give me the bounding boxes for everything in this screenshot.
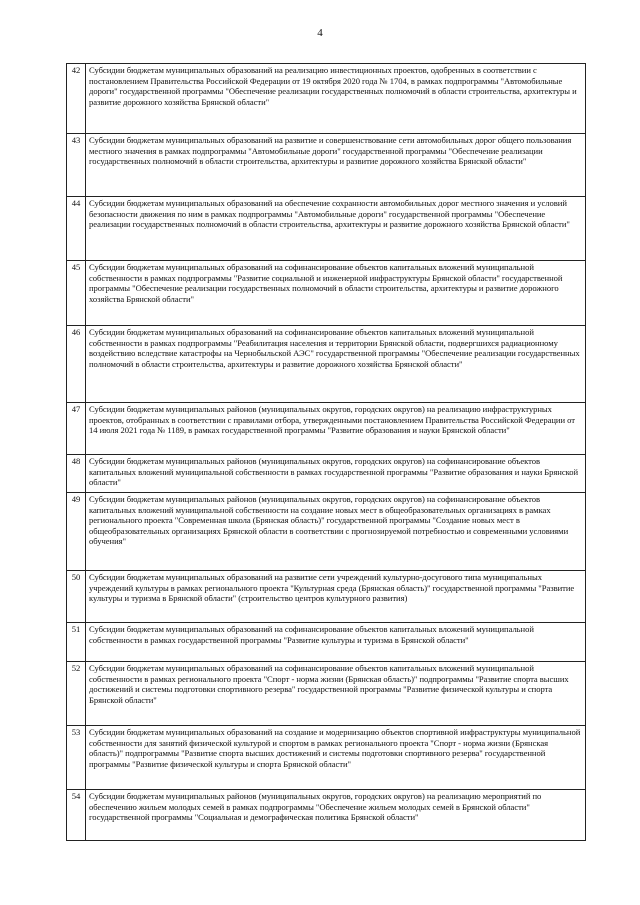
row-description: Субсидии бюджетам муниципальных районов (муниципальных округов, городских округов) на реализацию мероприятий по обеспечению жильем молодых семей в рамках подпрограммы "Обеспечение жильем молодых семей в Брянской области" государственной программы "Социальная и демографическая политика Брянской области" [86,790,586,841]
page-number: 4 [317,27,323,39]
table-row [67,790,586,841]
table-row [67,403,586,455]
table-row [67,261,586,326]
table-row [67,197,586,261]
table-row [67,64,586,134]
row-number: 48 [67,455,86,493]
row-number: 45 [67,261,86,326]
row-description: Субсидии бюджетам муниципальных образований на софинансирование объектов капитальных вложений муниципальной собственности в рамках регионального проекта "Спорт - норма жизни (Брянская область)" подпрограммы "Развитие спорта высших достижений и системы подготовки спортивного резерва" государственной программы "Развитие физической культуры и спорта Брянской области" [86,662,586,726]
row-description: Субсидии бюджетам муниципальных образований на развитие сети учреждений культурно-досугового типа муниципальных учреждений культуры в рамках регионального проекта "Культурная среда (Брянская область)" государственной программы "Развитие культуры и туризма в Брянской области" (строительство центров культурного развития) [86,571,586,623]
row-description: Субсидии бюджетам муниципальных районов (муниципальных округов, городских округов) на софинансирование объектов капитальных вложений муниципальной собственности в рамках государственной программы "Развитие образования и науки Брянской области" [86,455,586,493]
row-description: Субсидии бюджетам муниципальных образований на софинансирование объектов капитальных вложений муниципальной собственности в рамках подпрограммы "Реабилитация населения и территории Брянской области, подвергшихся радиационному воздействию вследствие катастрофы на Чернобыльской АЭС" государственной программы "Обеспечение реализации государственных полномочий в области строительства, архитектуры и развитие дорожного хозяйства Брянской области" [86,326,586,403]
row-number: 51 [67,623,86,662]
row-description: Субсидии бюджетам муниципальных районов (муниципальных округов, городских округов) на софинансирование объектов капитальных вложений муниципальной собственности на создание новых мест в общеобразовательных организациях в рамках регионального проекта "Современная школа (Брянская область)" государственной программы "Создание новых мест в общеобразовательных организациях Брянской области в соответствии с прогнозируемой потребностью и современными условиями обучения" [86,493,586,571]
row-number: 52 [67,662,86,726]
table-row [67,662,586,726]
row-description: Субсидии бюджетам муниципальных образований на создание и модернизацию объектов спортивной инфраструктуры муниципальной собственности для занятий физической культурой и спортом в рамках регионального проекта "Спорт - норма жизни (Брянская область)" подпрограммы "Развитие спорта высших достижений и системы подготовки спортивного резерва" государственной программы "Развитие физической культуры и спорта Брянской области" [86,726,586,790]
row-description: Субсидии бюджетам муниципальных образований на софинансирование объектов капитальных вложений муниципальной собственности в рамках государственной программы "Развитие культуры и туризма в Брянской области" [86,623,586,662]
row-description: Субсидии бюджетам муниципальных образований на развитие и совершенствование сети автомобильных дорог общего пользования местного значения в рамках подпрограммы "Автомобильные дороги" государственной программы "Обеспечение реализации государственных полномочий в области строительства, архитектуры и развитие дорожного хозяйства Брянской области" [86,134,586,197]
row-number: 53 [67,726,86,790]
table-row [67,326,586,403]
table-row [67,726,586,790]
table-row [67,571,586,623]
row-number: 44 [67,197,86,261]
row-number: 46 [67,326,86,403]
row-description: Субсидии бюджетам муниципальных образований на реализацию инвестиционных проектов, одобренных в соответствии с постановлением Правительства Российской Федерации от 19 октября 2020 года № 1704, в рамках подпрограммы "Автомобильные дороги" государственной программы "Обеспечение реализации государственных полномочий в области строительства, архитектуры и развитие дорожного хозяйства Брянской области" [86,64,586,134]
row-description: Субсидии бюджетам муниципальных районов (муниципальных округов, городских округов) на реализацию инфраструктурных проектов, отобранных в соответствии с правилами отбора, утвержденными постановлением Правительства Российской Федерации от 14 июля 2021 года № 1189, в рамках государственной программы "Развитие образования и науки Брянской области" [86,403,586,455]
row-number: 43 [67,134,86,197]
row-number: 54 [67,790,86,841]
table-row [67,493,586,571]
table-row [67,134,586,197]
row-number: 49 [67,493,86,571]
table-row [67,623,586,662]
row-number: 50 [67,571,86,623]
row-description: Субсидии бюджетам муниципальных образований на софинансирование объектов капитальных вложений муниципальной собственности в рамках подпрограммы "Развитие социальной и инженерной инфраструктуры Брянской области" государственной программы "Обеспечение реализации государственных полномочий в области строительства, архитектуры и развитие дорожного хозяйства Брянской области" [86,261,586,326]
row-description: Субсидии бюджетам муниципальных образований на обеспечение сохранности автомобильных дорог местного значения и условий безопасности движения по ним в рамках подпрограммы "Автомобильные дороги" государственной программы "Обеспечение реализации государственных полномочий в области строительства, архитектуры и развитие дорожного хозяйства Брянской области" [86,197,586,261]
row-number: 42 [67,64,86,134]
subsidy-table [66,63,586,841]
table-row [67,455,586,493]
row-number: 47 [67,403,86,455]
